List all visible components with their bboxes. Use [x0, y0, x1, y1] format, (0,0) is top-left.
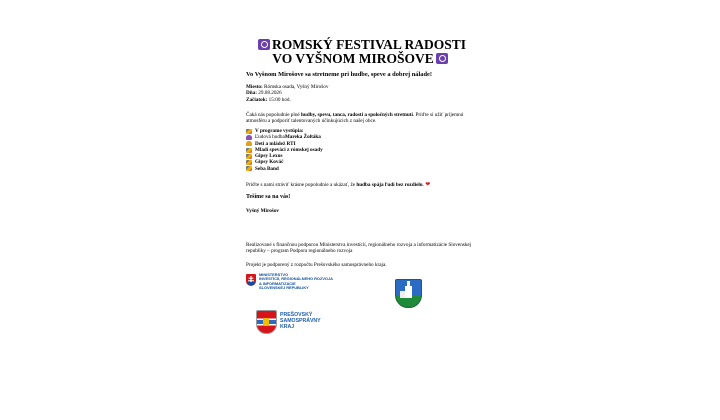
invite-paragraph [246, 112, 478, 125]
title-text: ROMSKÝ FESTIVAL RADOSTI VO VYŠNOM MIROŠOVE [271, 37, 467, 66]
thanks-text: Tešíme sa na vás! [246, 194, 291, 200]
program-list [246, 128, 478, 172]
psk-line: PREŠOVSKÝ [280, 312, 313, 318]
program-heading: V programe vystúpia: [255, 127, 304, 134]
psk-logo [256, 310, 356, 336]
heart-icon: ❤ [425, 182, 431, 188]
item-text: Ľudová hudba [255, 134, 285, 141]
item-bold: Mareka Žoltáka [284, 134, 321, 141]
place-value: Rómska osada, Vyšný Mirošov [264, 84, 329, 90]
dancer-icon [246, 135, 252, 140]
village-coat-of-arms-icon [395, 279, 422, 308]
start-label: Začiatok: [246, 96, 268, 103]
closing-text: Príďte s nami stráviť krásne popoludnie a ukázať, že [246, 182, 357, 188]
psk-line: SAMOSPRÁVNY [280, 317, 321, 324]
start-value: 15:00 hod. [268, 96, 291, 103]
child-icon [246, 141, 252, 146]
pencil-icon [246, 129, 252, 134]
lead-text: Vo Vyšnom Mirošove sa stretneme pri hudbe, speve a dobrej nálade! [246, 71, 432, 78]
music-notes-icon [436, 53, 448, 64]
psk-coat-of-arms-icon [256, 310, 277, 334]
ministry-logo-text [259, 273, 349, 291]
ministry-line: INVESTÍCIÍ, REGIONÁLNEHO ROZVOJA [259, 276, 333, 282]
psk-logo-text [280, 313, 321, 330]
invite-text-end: . Príďte si užiť príjemnú atmosféru a podporiť talentovaných účinkujúcich z našej obce. [246, 112, 464, 125]
day-label: Dňa: [246, 90, 257, 97]
psk-support-note: Projekt je podporený z rozpočtu Prešovského samosprávneho kraja. [246, 262, 387, 268]
page-title [246, 38, 476, 66]
ministry-line: MINISTERSTVO [259, 272, 289, 277]
funding-note: Realizované s finančnou podporou Ministerstva investícií, regionálneho rozvoja a informatizácie Slovenskej republiky – program Podpora regionálneho rozvoja [246, 242, 472, 255]
item-bold: Seba Band [255, 165, 279, 172]
place-label: Miesto: [246, 84, 263, 90]
invite-text: Čaká nás popoludnie plné [246, 112, 302, 118]
closing-bold: hudba spája ľudí bez rozdielu [356, 182, 423, 188]
pencil-icon [246, 148, 252, 153]
signature: Vyšný Mirošov [246, 208, 280, 214]
pencil-icon [246, 160, 252, 165]
closing-paragraph [246, 182, 478, 188]
item-bold: Deti a mládež RTI [255, 140, 296, 147]
pencil-icon [246, 166, 252, 171]
ministry-line: SLOVENSKEJ REPUBLIKY [259, 285, 309, 291]
ministry-logo [246, 272, 346, 302]
list-item [246, 166, 478, 172]
item-bold: Gipsy Lexus [255, 153, 283, 160]
invite-bold: hudby, spevu, tanca, radosti a spoločných stretnutí [301, 112, 413, 118]
item-bold: Gipsy Kováč [255, 159, 284, 166]
item-bold: Mladí speváci z rómskej osady [255, 146, 323, 153]
closing-text-end: . [422, 182, 424, 188]
day-value: 29.08.2026 [258, 90, 282, 97]
ministry-line: A INFORMATIZÁCIE [259, 280, 296, 286]
slovak-coat-of-arms-icon [246, 274, 256, 286]
pencil-icon [246, 154, 252, 159]
event-info [246, 84, 478, 103]
psk-line: KRAJ [280, 323, 295, 330]
music-notes-icon [258, 39, 270, 50]
